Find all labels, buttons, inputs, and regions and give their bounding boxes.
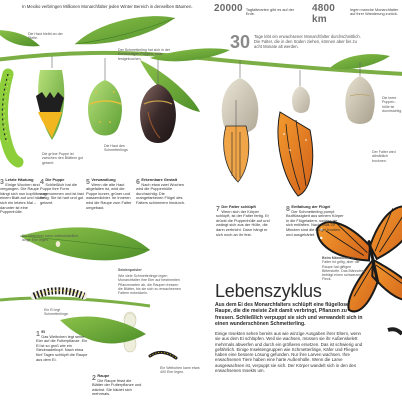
callout-eggs: Ein Weibchen kann etwa 400 Eier legen.: [160, 366, 200, 375]
step-8: [286, 205, 344, 237]
callout-silk-note: Wie viele Schmetterlinge legen Monarchfalter ihre Eier auf bestimmten Pflanzenarten ab, die Raupen fressen die Blätter, bis sie sich zu erwachsenen Faltern entwickeln.: [118, 274, 181, 296]
male-text: Der Falter ist grifig, aber die Raupe hat giftigen Bitterstoffe. Das Männchen beträgt einen schwarzen Fleck.: [322, 256, 366, 282]
egg-leaf: [20, 227, 150, 260]
lede-paragraph: Aus dem Ei des Monarchfalters schlüpft eine flügellose Raupe, die die meiste Zeit damit verbringt, Pflanzen zu fressen. Schließlich verpuppt sie sich und verwandelt sich in einen wunderschönen Schmetterling.: [215, 302, 363, 327]
step-title: Die Puppe: [45, 177, 65, 182]
callout-egg-leaf: Ein Weibchen kann unterschiedlich lange Eier legen.: [22, 234, 78, 243]
step-number: 3: [0, 178, 4, 186]
step-text: Der Schmetterling pumpt Blutflüssigkeit aus seinem Körper in die Flügeladern, sodass sie sich entfalten. Nach etwa 20 Minuten sind die Flügel trocken und ausgehärtet.: [286, 208, 344, 237]
callout-cremaster: Der Schmetterling hat sich in der Kerbbeutigen Puppen- hülle festgekrochen.: [118, 48, 171, 61]
step-title: Verwandlung: [91, 177, 116, 182]
small-caterpillar: [388, 329, 402, 334]
step-text: Wenn die alte Haut abgefallen ist, wird die Puppe kurzer, grüner und wasserdichter. Im Inneren wird die Raupe zum Falter umgebaut.: [86, 181, 132, 210]
hatchling: [150, 352, 176, 358]
stat-lifespan: [230, 33, 364, 51]
callout-skin: Die Haut bleibt an der Stelle.: [28, 32, 63, 41]
step-title: Der Falter schlüpft: [221, 204, 256, 209]
step-title: Letzte Häutung: [5, 177, 34, 182]
intro-note: In Mexiko verbringen Millionen Monarchfalter jeden Winter Bereich in denselben Bäumen.: [22, 4, 193, 9]
step-number: 7: [216, 205, 220, 213]
leaf: [75, 16, 175, 44]
pupa-forming: [36, 56, 64, 140]
step-number: 1: [36, 330, 40, 338]
step-4: [40, 178, 84, 206]
step-number: 8: [286, 205, 290, 213]
callout-male: [322, 256, 366, 282]
stat-text: Tagfalterarten gibt es auf der Erde.: [245, 8, 295, 17]
step-text: Nach etwa zwei Wochen wird die Puppenhülle durchsichtig: Die orangefarbenen Flügel des Falters schimmern hindurch.: [136, 181, 186, 205]
stat-species: [214, 3, 304, 17]
callout-empty-case: Die leere Puppen- hülle ist durchsichtig.: [382, 96, 402, 113]
hanging-caterpillar: [2, 74, 18, 162]
stat-number: 30: [230, 32, 251, 52]
step-number: 2: [92, 374, 96, 382]
lower-stem: [0, 298, 150, 306]
step-number: 6: [136, 178, 140, 186]
stat-distance: [312, 3, 400, 25]
caterpillar: [34, 290, 84, 296]
step-title: Ei: [41, 329, 46, 334]
step-6: [136, 178, 192, 206]
step-title: Entfaltung der Flügel: [291, 204, 331, 209]
step-number: 4: [40, 178, 44, 186]
callout-silk: Seidenpolster: [118, 268, 142, 272]
step-text: Schließlich hat die Puppe ihre Form angenommen und ist fast fertig. Sie ist hart und gut getarnt.: [40, 181, 84, 205]
step-title: Erkennbare Gestalt: [141, 177, 178, 182]
step-5: [86, 178, 134, 210]
step-number: 5: [86, 178, 90, 186]
step-text: Wenn sich der Körper schlüpft, ist der Falter fertig. Er drückt die Puppenhülle auf und zwängt sich aus der Hülle, die dann zerbricht. Dann hängt er sich noch an ihr fest.: [216, 208, 270, 237]
green-chrysalis: [88, 58, 122, 136]
step-2: [92, 374, 142, 397]
page-title: Lebenszyklus: [215, 281, 322, 301]
step-7: [216, 205, 274, 237]
dark-chrysalis: [140, 60, 176, 143]
stat-number: 4800 km: [312, 3, 336, 25]
emerging-butterfly: [222, 60, 259, 182]
body-paragraph: Einige Insekten sehen bereits aus wie winzige Ausgaben ihrer Eltern, wenn sie aus dem Ei schlüpfen. Weil sie wachsen, müssen sie ihr Außenskelett mehrmals abwerfen und durch ein größeres ersetzen. Das ist schwierig und gefährlich. Einige Insektengruppen wie Schmetterlinge, Käfer und Fliegen haben eine bessere Lösung gefunden. Nur ihre Larven wachsen. Ihre erwachsenen Tiere haben eine harte Außenhülle. Wenn die Larve ausgewachsen ist, verpuppt sie sich. Der Körper wandelt sich in den des erwachsenen Insekts um.: [215, 331, 363, 374]
step-text: Einige Wochen sind vergangen. Die Raupe hängt sich nun kopfüber an einem Blatt auf und häutet sich ein letztes Mal – darunter ist eine Puppenhülle.: [0, 181, 47, 215]
stat-text: Tage lebt ein erwachsener Monarchfalter durchschnittlich. Die Falter, die in den Süden ziehen, können aber bis zu acht Monate alt werden.: [254, 34, 361, 50]
drying-butterfly: [278, 70, 313, 196]
step-text: Das Weibchen legt seine Eier auf die Futterpflanze. Ein Ei ist so groß wie ein Stecknadelkopf. Nach etwa fünf Tagen schlüpft die Raupe aus dem Ei.: [36, 333, 88, 362]
step-title: Raupe: [97, 373, 110, 378]
stat-number: 20000: [214, 3, 243, 14]
callout-egg: Ein Ei legt Schmetterlinge.: [44, 308, 69, 317]
callout-green-pupa: Die grüne Puppe ist zwischen den Blättern gut getarnt.: [42, 152, 84, 165]
callout-gold-dots: Die Haut des Schmetterlings: [104, 144, 128, 153]
step-1: [36, 330, 88, 362]
stat-text: legen manche Monarchfalter auf ihrer Wanderung zurück.: [350, 8, 399, 17]
callout-drying: Der Falter wird allmählich trocknen.: [372, 150, 396, 163]
step-text: Die Raupe frisst die Blätter der Futterpflanze und wächst. Sie häutet sich mehrmals.: [92, 377, 142, 397]
male-tag: Beim Männchen: [322, 256, 350, 260]
